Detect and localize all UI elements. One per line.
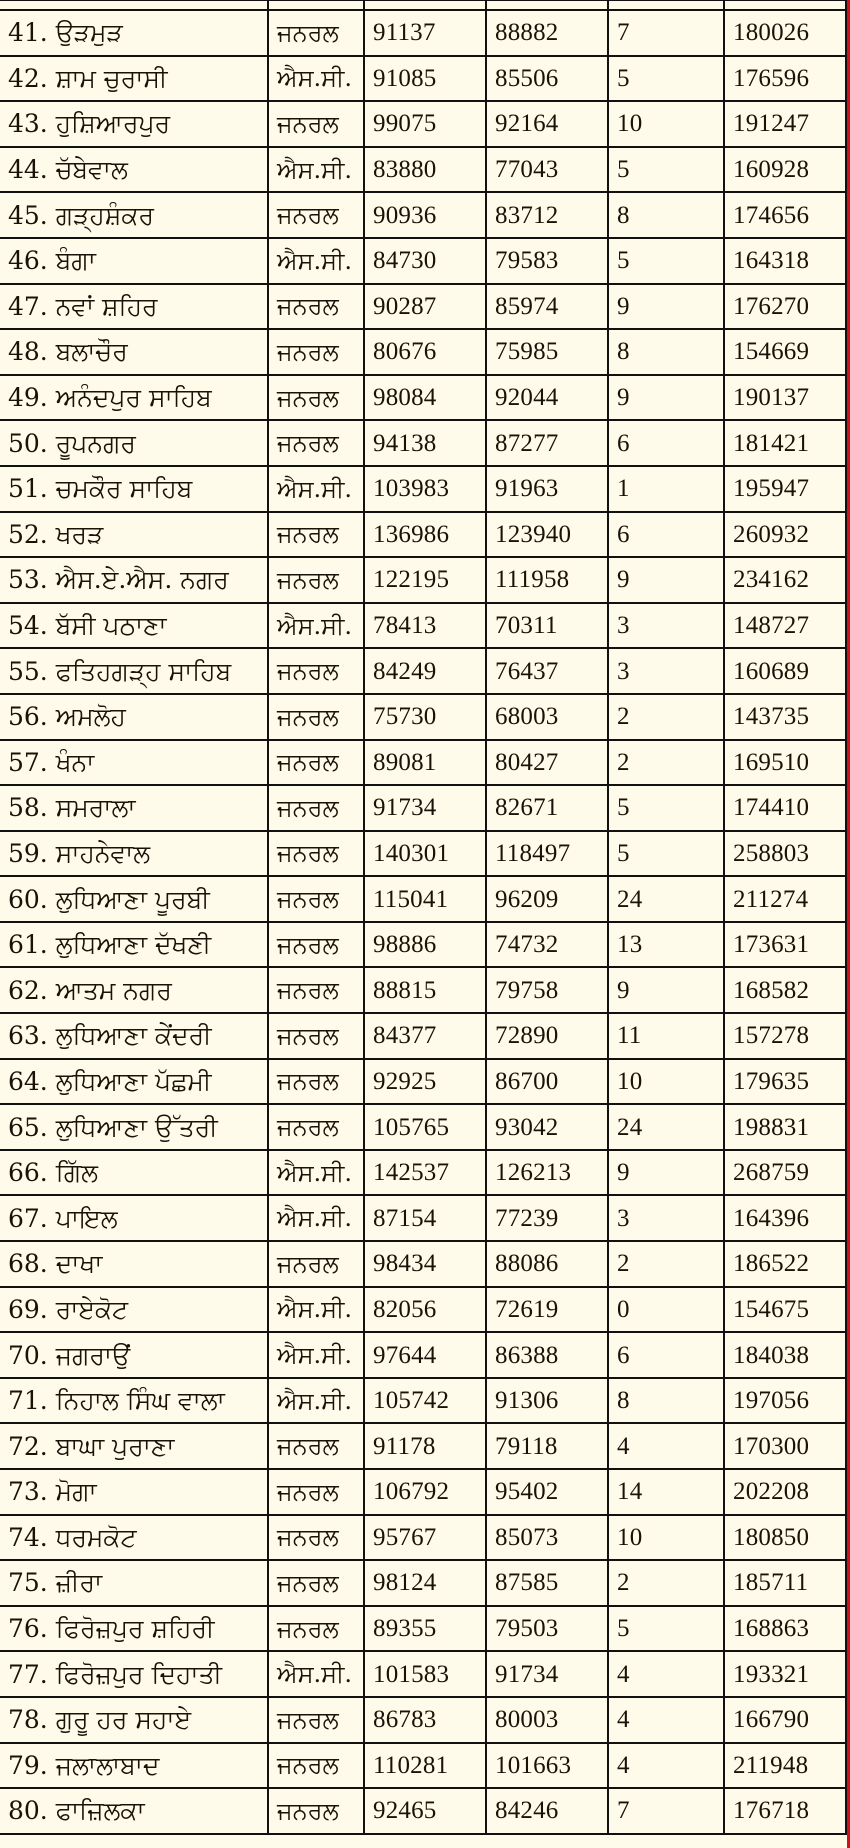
category-cell: ਜਨਰਲ [268,876,364,922]
total-voters-cell: 179635 [724,1059,846,1105]
third-gender-voters-cell: 13 [608,922,724,968]
constituency-name-cell: 54. ਬੱਸੀ ਪਠਾਣਾ [0,603,268,649]
female-voters-cell: 77043 [486,147,608,193]
table-row [0,1743,846,1789]
female-voters-cell: 70311 [486,603,608,649]
male-voters-cell: 99075 [364,101,486,147]
total-voters-cell: 148727 [724,603,846,649]
category-cell: ਜਨਰਲ [268,1788,364,1834]
total-voters-cell: 197056 [724,1378,846,1424]
category-cell: ਜਨਰਲ [268,967,364,1013]
female-voters-cell: 92044 [486,375,608,421]
category-cell: ਐਸ.ਸੀ. [268,1150,364,1196]
total-voters-cell: 160928 [724,147,846,193]
female-voters-cell: 76437 [486,648,608,694]
constituency-name-cell: 70. ਜਗਰਾਉਂ [0,1332,268,1378]
constituency-name-cell: 47. ਨਵਾਂ ਸ਼ਹਿਰ [0,284,268,330]
table-row [0,1515,846,1561]
total-voters-cell: 164318 [724,238,846,284]
female-voters-cell: 85073 [486,1515,608,1561]
constituency-name-cell: 60. ਲੁਧਿਆਣਾ ਪੂਰਬੀ [0,876,268,922]
table-row [0,648,846,694]
total-voters-cell: 191247 [724,101,846,147]
total-voters-cell: 176596 [724,56,846,102]
category-cell: ਜਨਰਲ [268,694,364,740]
category-cell: ਐਸ.ਸੀ. [268,603,364,649]
total-voters-cell: 193321 [724,1651,846,1697]
category-cell: ਜਨਰਲ [268,740,364,786]
category-cell: ਐਸ.ਸੀ. [268,1332,364,1378]
constituency-name-cell: 51. ਚਮਕੌਰ ਸਾਹਿਬ [0,466,268,512]
category-cell: ਜਨਰਲ [268,1515,364,1561]
female-voters-cell: 96209 [486,876,608,922]
category-cell: ਜਨਰਲ [268,1697,364,1743]
category-cell: ਜਨਰਲ [268,1560,364,1606]
constituency-name-cell: 72. ਬਾਘਾ ਪੁਰਾਣਾ [0,1423,268,1469]
third-gender-voters-cell: 9 [608,284,724,330]
table-row [0,740,846,786]
category-cell: ਜਨਰਲ [268,1013,364,1059]
third-gender-voters-cell: 9 [608,1150,724,1196]
constituency-name-cell: 68. ਦਾਖਾ [0,1241,268,1287]
female-voters-cell: 88882 [486,10,608,56]
female-voters-cell: 123940 [486,512,608,558]
female-voters-cell: 93042 [486,1104,608,1150]
third-gender-voters-cell: 3 [608,1195,724,1241]
male-voters-cell: 84249 [364,648,486,694]
male-voters-cell: 97644 [364,1332,486,1378]
total-voters-cell: 176718 [724,1788,846,1834]
total-voters-cell: 174410 [724,785,846,831]
male-voters-cell: 91178 [364,1423,486,1469]
constituency-name-cell: 79. ਜਲਾਲਾਬਾਦ [0,1743,268,1789]
constituency-name-cell: 67. ਪਾਇਲ [0,1195,268,1241]
male-voters-cell: 106792 [364,1469,486,1515]
total-voters-cell: 260932 [724,512,846,558]
constituency-name-cell: 58. ਸਮਰਾਲਾ [0,785,268,831]
table-row [0,1378,846,1424]
constituency-name-cell: 45. ਗੜ੍ਹਸ਼ੰਕਰ [0,192,268,238]
male-voters-cell: 105742 [364,1378,486,1424]
total-voters-cell: 176270 [724,284,846,330]
male-voters-cell: 78413 [364,603,486,649]
table-row [0,466,846,512]
third-gender-voters-cell: 24 [608,1104,724,1150]
female-voters-cell: 74732 [486,922,608,968]
male-voters-cell: 75730 [364,694,486,740]
constituency-name-cell: 41. ਉੜਮੁੜ [0,10,268,56]
category-cell: ਜਨਰਲ [268,922,364,968]
female-voters-cell: 68003 [486,694,608,740]
table-row [0,375,846,421]
female-voters-cell: 85974 [486,284,608,330]
table-row [0,1332,846,1378]
table-row [0,1423,846,1469]
constituency-name-cell: 55. ਫਤਿਹਗੜ੍ਹ ਸਾਹਿਬ [0,648,268,694]
third-gender-voters-cell: 9 [608,375,724,421]
male-voters-cell: 89081 [364,740,486,786]
third-gender-voters-cell: 2 [608,1560,724,1606]
constituency-name-cell: 57. ਖੰਨਾ [0,740,268,786]
constituency-name-cell: 42. ਸ਼ਾਮ ਚੁਰਾਸੀ [0,56,268,102]
constituency-name-cell: 66. ਗਿੱਲ [0,1150,268,1196]
male-voters-cell: 98886 [364,922,486,968]
female-voters-cell: 77239 [486,1195,608,1241]
male-voters-cell: 87154 [364,1195,486,1241]
male-voters-cell: 90936 [364,192,486,238]
third-gender-voters-cell: 6 [608,512,724,558]
male-voters-cell: 86783 [364,1697,486,1743]
category-cell: ਜਨਰਲ [268,1606,364,1652]
table-row [0,1013,846,1059]
total-voters-cell: 180026 [724,10,846,56]
female-voters-cell: 79758 [486,967,608,1013]
table-body [0,1,846,1834]
female-voters-cell: 91306 [486,1378,608,1424]
table-row [0,785,846,831]
male-voters-cell: 105765 [364,1104,486,1150]
total-voters-cell: 166790 [724,1697,846,1743]
table-row [0,1697,846,1743]
total-voters-cell: 170300 [724,1423,846,1469]
constituency-name-cell: 71. ਨਿਹਾਲ ਸਿੰਘ ਵਾਲਾ [0,1378,268,1424]
table-row [0,1651,846,1697]
total-voters-cell: 168582 [724,967,846,1013]
constituency-name-cell: 69. ਰਾਏਕੋਟ [0,1287,268,1333]
constituency-name-cell: 43. ਹੁਸ਼ਿਆਰਪੁਰ [0,101,268,147]
constituency-name-cell: 73. ਮੋਗਾ [0,1469,268,1515]
constituency-name-cell: 50. ਰੂਪਨਗਰ [0,420,268,466]
category-cell: ਜਨਰਲ [268,1104,364,1150]
total-voters-cell: 160689 [724,648,846,694]
total-voters-cell: 143735 [724,694,846,740]
third-gender-voters-cell: 3 [608,648,724,694]
table-row [0,512,846,558]
table-row [0,876,846,922]
category-cell: ਜਨਰਲ [268,1059,364,1105]
cell-cut-off [608,1,724,11]
table-row [0,10,846,56]
category-cell: ਜਨਰਲ [268,1469,364,1515]
constituency-name-cell: 74. ਧਰਮਕੋਟ [0,1515,268,1561]
female-voters-cell: 91734 [486,1651,608,1697]
table-row [0,284,846,330]
female-voters-cell: 92164 [486,101,608,147]
female-voters-cell: 80427 [486,740,608,786]
table-row [0,1195,846,1241]
category-cell: ਐਸ.ਸੀ. [268,1651,364,1697]
third-gender-voters-cell: 2 [608,1241,724,1287]
table-row [0,1104,846,1150]
total-voters-cell: 202208 [724,1469,846,1515]
female-voters-cell: 84246 [486,1788,608,1834]
third-gender-voters-cell: 4 [608,1697,724,1743]
cell-cut-off [486,1,608,11]
third-gender-voters-cell: 6 [608,1332,724,1378]
table-row [0,694,846,740]
female-voters-cell: 87585 [486,1560,608,1606]
category-cell: ਜਨਰਲ [268,420,364,466]
table-row [0,1788,846,1834]
total-voters-cell: 157278 [724,1013,846,1059]
female-voters-cell: 126213 [486,1150,608,1196]
constituency-name-cell: 77. ਫਿਰੋਜ਼ਪੁਰ ਦਿਹਾਤੀ [0,1651,268,1697]
third-gender-voters-cell: 5 [608,147,724,193]
male-voters-cell: 115041 [364,876,486,922]
category-cell: ਜਨਰਲ [268,192,364,238]
male-voters-cell: 94138 [364,420,486,466]
category-cell: ਜਨਰਲ [268,831,364,877]
female-voters-cell: 86388 [486,1332,608,1378]
third-gender-voters-cell: 10 [608,1059,724,1105]
table-row [0,603,846,649]
cell-cut-off [724,1,846,11]
total-voters-cell: 184038 [724,1332,846,1378]
table-row [0,1241,846,1287]
female-voters-cell: 72619 [486,1287,608,1333]
total-voters-cell: 164396 [724,1195,846,1241]
total-voters-cell: 268759 [724,1150,846,1196]
constituency-name-cell: 61. ਲੁਧਿਆਣਾ ਦੱਖਣੀ [0,922,268,968]
male-voters-cell: 92925 [364,1059,486,1105]
female-voters-cell: 95402 [486,1469,608,1515]
table-row [0,238,846,284]
male-voters-cell: 80676 [364,329,486,375]
constituency-name-cell: 53. ਐਸ.ਏ.ਐਸ. ਨਗਰ [0,557,268,603]
third-gender-voters-cell: 14 [608,1469,724,1515]
total-voters-cell: 168863 [724,1606,846,1652]
table-row [0,1059,846,1105]
female-voters-cell: 85506 [486,56,608,102]
female-voters-cell: 118497 [486,831,608,877]
table-row [0,147,846,193]
third-gender-voters-cell: 24 [608,876,724,922]
cell-cut-off [0,1,268,11]
third-gender-voters-cell: 5 [608,785,724,831]
third-gender-voters-cell: 3 [608,603,724,649]
table-row [0,1606,846,1652]
total-voters-cell: 169510 [724,740,846,786]
third-gender-voters-cell: 1 [608,466,724,512]
male-voters-cell: 84377 [364,1013,486,1059]
constituency-name-cell: 56. ਅਮਲੋਹ [0,694,268,740]
table-row [0,1469,846,1515]
female-voters-cell: 86700 [486,1059,608,1105]
third-gender-voters-cell: 10 [608,1515,724,1561]
third-gender-voters-cell: 2 [608,740,724,786]
third-gender-voters-cell: 4 [608,1743,724,1789]
constituency-name-cell: 76. ਫਿਰੋਜ਼ਪੁਰ ਸ਼ਹਿਰੀ [0,1606,268,1652]
table-row [0,329,846,375]
male-voters-cell: 140301 [364,831,486,877]
table-row [0,922,846,968]
constituency-name-cell: 63. ਲੁਧਿਆਣਾ ਕੇਂਦਰੀ [0,1013,268,1059]
male-voters-cell: 98084 [364,375,486,421]
third-gender-voters-cell: 4 [608,1423,724,1469]
constituency-name-cell: 64. ਲੁਧਿਆਣਾ ਪੱਛਮੀ [0,1059,268,1105]
table-row [0,101,846,147]
female-voters-cell: 79583 [486,238,608,284]
male-voters-cell: 89355 [364,1606,486,1652]
third-gender-voters-cell: 5 [608,238,724,284]
third-gender-voters-cell: 2 [608,694,724,740]
total-voters-cell: 211948 [724,1743,846,1789]
male-voters-cell: 84730 [364,238,486,284]
category-cell: ਜਨਰਲ [268,10,364,56]
category-cell: ਜਨਰਲ [268,648,364,694]
constituency-name-cell: 65. ਲੁਧਿਆਣਾ ਉੱਤਰੀ [0,1104,268,1150]
table-row [0,967,846,1013]
male-voters-cell: 142537 [364,1150,486,1196]
table-row-cut-off [0,1,846,11]
female-voters-cell: 88086 [486,1241,608,1287]
third-gender-voters-cell: 8 [608,1378,724,1424]
third-gender-voters-cell: 9 [608,967,724,1013]
male-voters-cell: 88815 [364,967,486,1013]
male-voters-cell: 91085 [364,56,486,102]
total-voters-cell: 173631 [724,922,846,968]
constituency-name-cell: 80. ਫਾਜ਼ਿਲਕਾ [0,1788,268,1834]
third-gender-voters-cell: 0 [608,1287,724,1333]
total-voters-cell: 174656 [724,192,846,238]
table-row [0,420,846,466]
male-voters-cell: 101583 [364,1651,486,1697]
total-voters-cell: 211274 [724,876,846,922]
total-voters-cell: 185711 [724,1560,846,1606]
female-voters-cell: 91963 [486,466,608,512]
constituency-name-cell: 46. ਬੰਗਾ [0,238,268,284]
constituency-name-cell: 78. ਗੁਰੂ ਹਰ ਸਹਾਏ [0,1697,268,1743]
female-voters-cell: 82671 [486,785,608,831]
category-cell: ਜਨਰਲ [268,1241,364,1287]
male-voters-cell: 91137 [364,10,486,56]
female-voters-cell: 79118 [486,1423,608,1469]
category-cell: ਐਸ.ਸੀ. [268,466,364,512]
category-cell: ਜਨਰਲ [268,284,364,330]
male-voters-cell: 90287 [364,284,486,330]
category-cell: ਜਨਰਲ [268,512,364,558]
constituency-name-cell: 62. ਆਤਮ ਨਗਰ [0,967,268,1013]
constituency-name-cell: 59. ਸਾਹਨੇਵਾਲ [0,831,268,877]
total-voters-cell: 181421 [724,420,846,466]
female-voters-cell: 72890 [486,1013,608,1059]
total-voters-cell: 198831 [724,1104,846,1150]
table-row [0,831,846,877]
third-gender-voters-cell: 9 [608,557,724,603]
cell-cut-off [364,1,486,11]
third-gender-voters-cell: 8 [608,329,724,375]
third-gender-voters-cell: 11 [608,1013,724,1059]
male-voters-cell: 122195 [364,557,486,603]
female-voters-cell: 79503 [486,1606,608,1652]
female-voters-cell: 111958 [486,557,608,603]
third-gender-voters-cell: 5 [608,56,724,102]
total-voters-cell: 234162 [724,557,846,603]
table-row [0,1150,846,1196]
category-cell: ਐਸ.ਸੀ. [268,1378,364,1424]
category-cell: ਐਸ.ਸੀ. [268,1195,364,1241]
total-voters-cell: 195947 [724,466,846,512]
table-row [0,56,846,102]
constituency-name-cell: 75. ਜ਼ੀਰਾ [0,1560,268,1606]
third-gender-voters-cell: 7 [608,1788,724,1834]
cell-cut-off [268,1,364,11]
third-gender-voters-cell: 10 [608,101,724,147]
category-cell: ਐਸ.ਸੀ. [268,1287,364,1333]
category-cell: ਜਨਰਲ [268,101,364,147]
category-cell: ਜਨਰਲ [268,375,364,421]
category-cell: ਐਸ.ਸੀ. [268,238,364,284]
male-voters-cell: 103983 [364,466,486,512]
category-cell: ਜਨਰਲ [268,329,364,375]
constituency-name-cell: 49. ਅਨੰਦਪੁਰ ਸਾਹਿਬ [0,375,268,421]
table-row [0,192,846,238]
male-voters-cell: 95767 [364,1515,486,1561]
third-gender-voters-cell: 4 [608,1651,724,1697]
category-cell: ਜਨਰਲ [268,785,364,831]
category-cell: ਜਨਰਲ [268,1743,364,1789]
table-row [0,557,846,603]
third-gender-voters-cell: 7 [608,10,724,56]
category-cell: ਜਨਰਲ [268,1423,364,1469]
constituency-name-cell: 44. ਚੱਬੇਵਾਲ [0,147,268,193]
constituency-name-cell: 52. ਖਰੜ [0,512,268,558]
female-voters-cell: 101663 [486,1743,608,1789]
male-voters-cell: 136986 [364,512,486,558]
female-voters-cell: 83712 [486,192,608,238]
male-voters-cell: 98434 [364,1241,486,1287]
male-voters-cell: 98124 [364,1560,486,1606]
constituency-name-cell: 48. ਬਲਾਚੌਰ [0,329,268,375]
category-cell: ਜਨਰਲ [268,557,364,603]
total-voters-cell: 154675 [724,1287,846,1333]
category-cell: ਐਸ.ਸੀ. [268,147,364,193]
female-voters-cell: 80003 [486,1697,608,1743]
male-voters-cell: 110281 [364,1743,486,1789]
total-voters-cell: 180850 [724,1515,846,1561]
table-row [0,1287,846,1333]
male-voters-cell: 82056 [364,1287,486,1333]
total-voters-cell: 190137 [724,375,846,421]
total-voters-cell: 258803 [724,831,846,877]
male-voters-cell: 83880 [364,147,486,193]
male-voters-cell: 92465 [364,1788,486,1834]
male-voters-cell: 91734 [364,785,486,831]
third-gender-voters-cell: 8 [608,192,724,238]
female-voters-cell: 87277 [486,420,608,466]
third-gender-voters-cell: 6 [608,420,724,466]
third-gender-voters-cell: 5 [608,1606,724,1652]
female-voters-cell: 75985 [486,329,608,375]
category-cell: ਐਸ.ਸੀ. [268,56,364,102]
table-row [0,1560,846,1606]
total-voters-cell: 154669 [724,329,846,375]
total-voters-cell: 186522 [724,1241,846,1287]
third-gender-voters-cell: 5 [608,831,724,877]
